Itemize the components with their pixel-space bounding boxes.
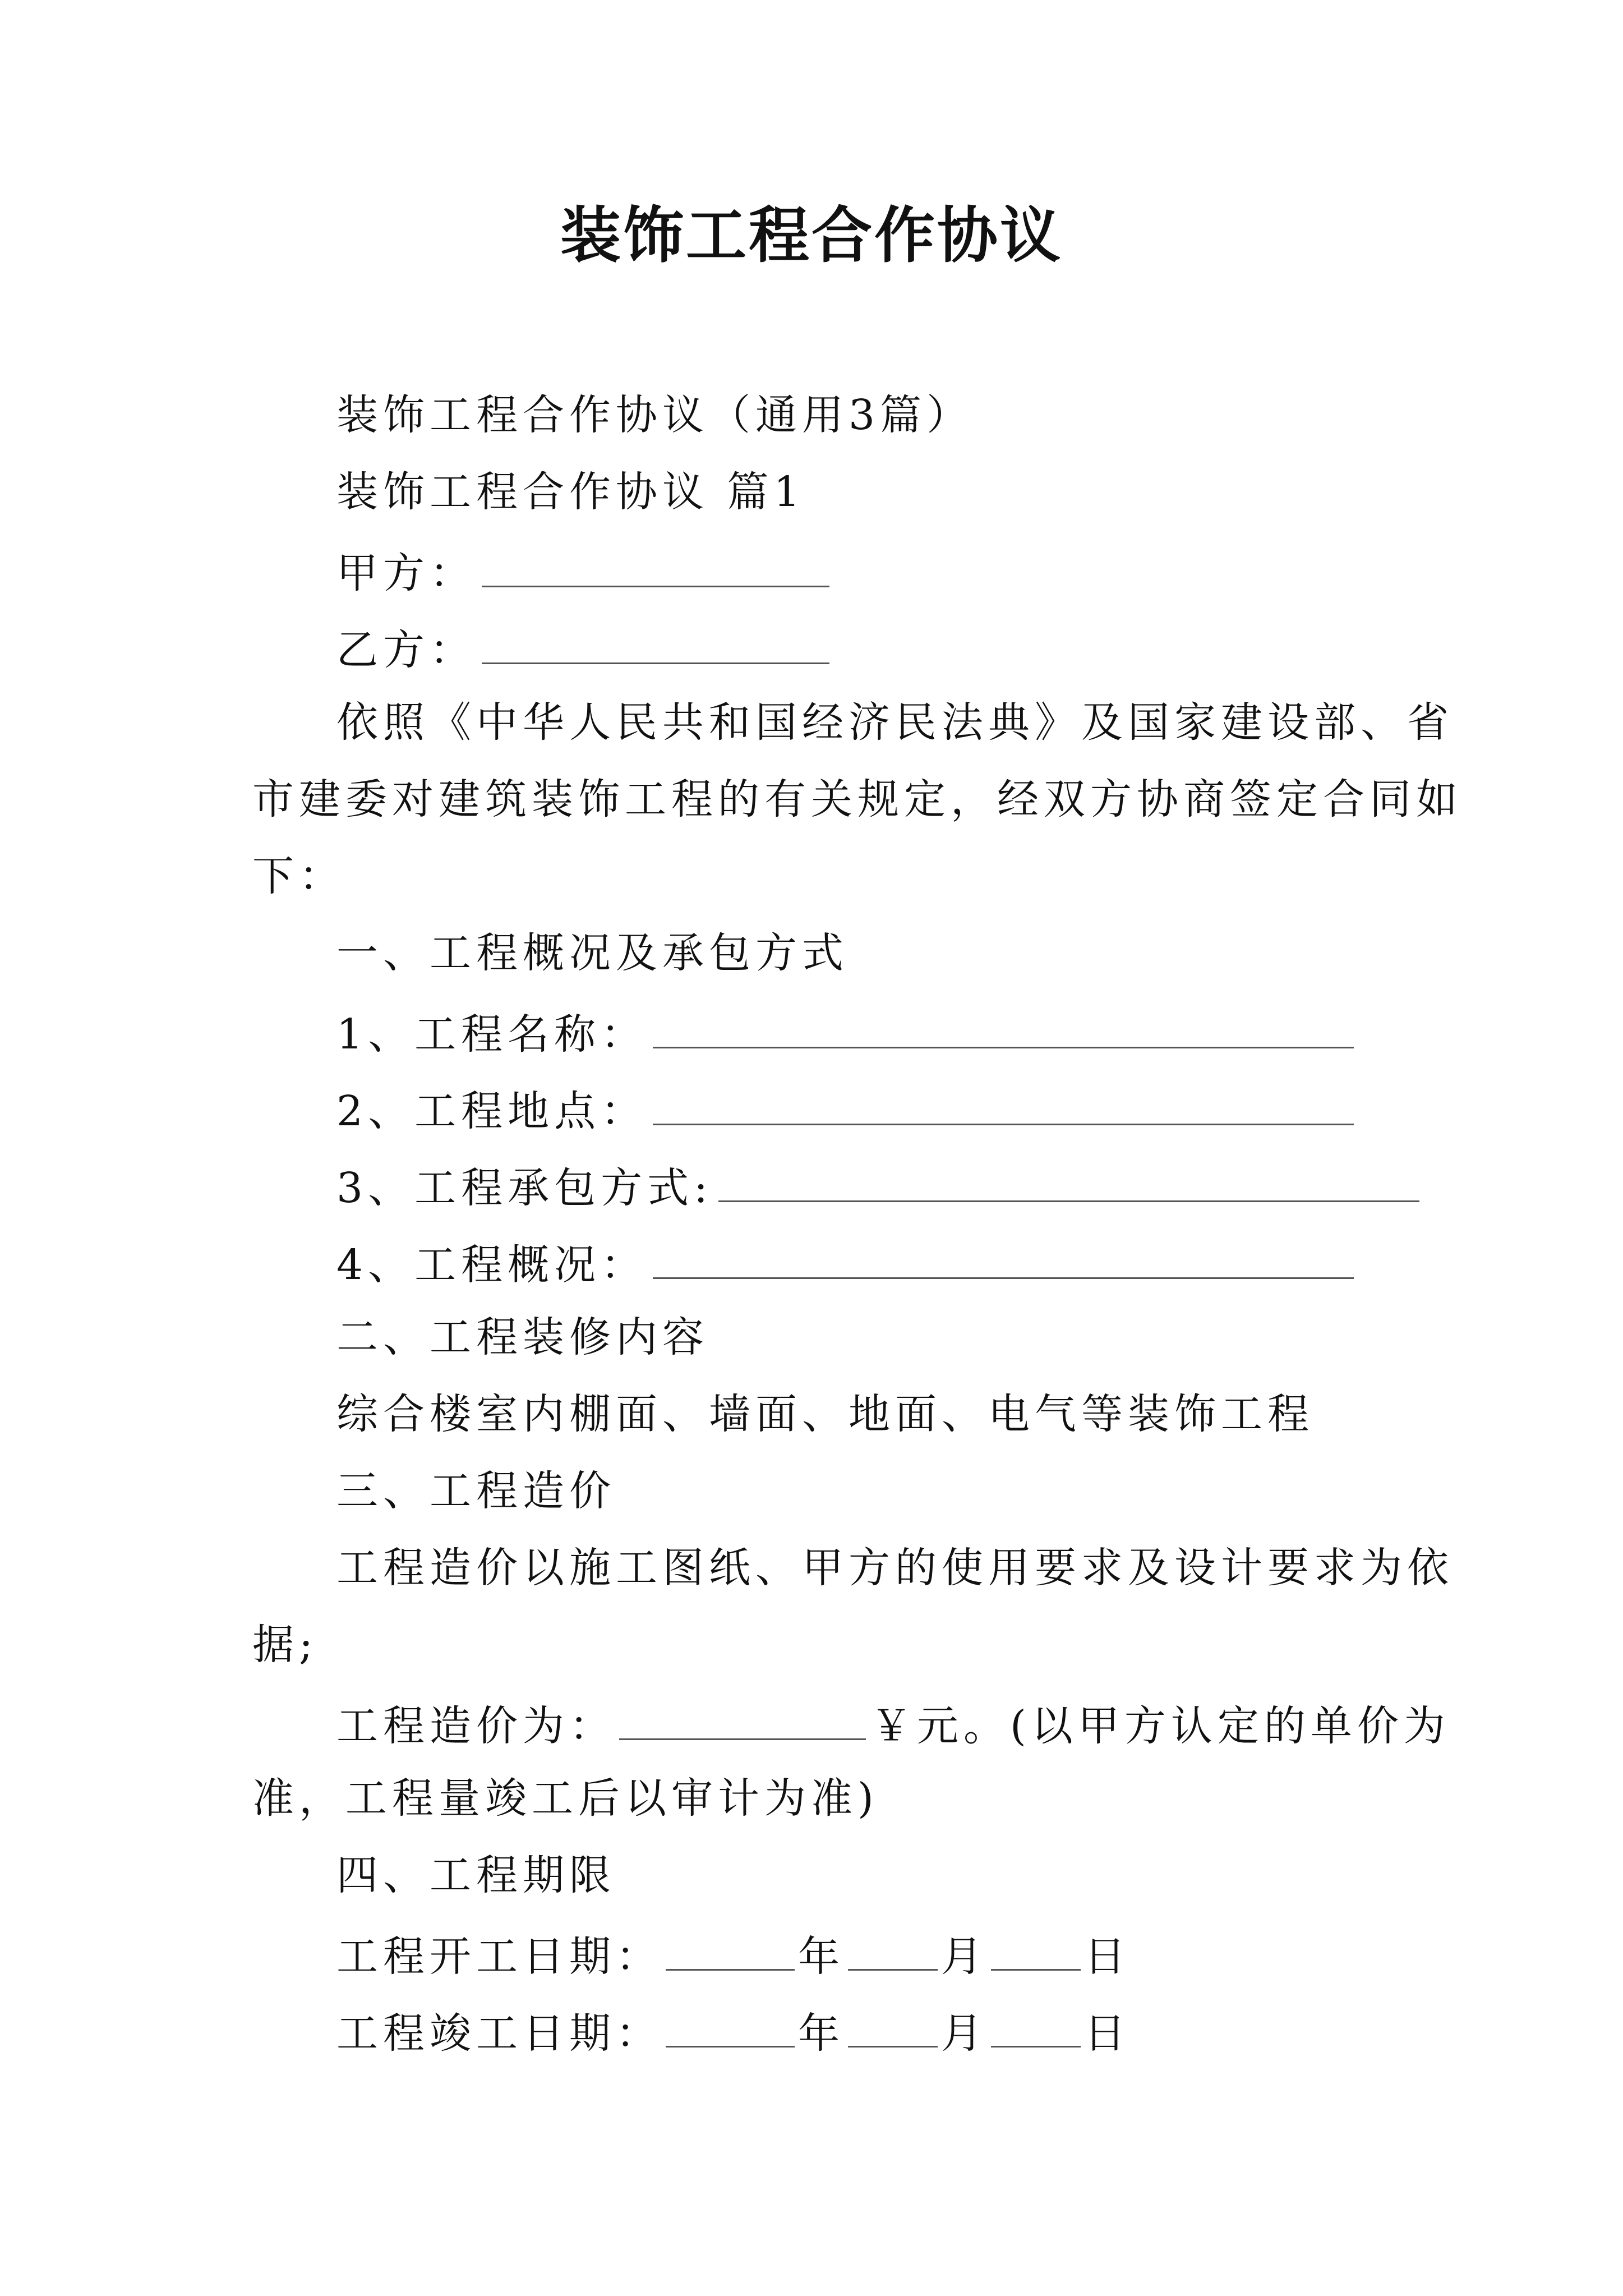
party-a-label: 甲方： (336, 549, 476, 597)
end-date-label: 工程竣工日期： (336, 2009, 662, 2058)
project-location-blank (653, 1079, 1354, 1125)
project-overview-line (336, 1232, 1354, 1293)
contract-mode-line (336, 1156, 1419, 1216)
end-year-blank (666, 2001, 795, 2047)
cost-basis-line-1: 工程造价以施工图纸、甲方的使用要求及设计要求为依 (336, 1544, 1454, 1592)
project-name-label: 1、工程名称： (336, 1010, 648, 1059)
section-3-heading: 三、工程造价 (336, 1467, 616, 1515)
start-day-blank (991, 1924, 1081, 1971)
start-month-blank (848, 1924, 938, 1971)
start-date-line (336, 1924, 1131, 1985)
end-month-unit: 月 (941, 2009, 988, 2058)
cost-basis-line-2: 据; (252, 1621, 318, 1669)
section-4-heading: 四、工程期限 (336, 1851, 616, 1899)
price-line (336, 1694, 1450, 1754)
end-date-line (336, 2001, 1131, 2062)
project-location-line (336, 1079, 1354, 1139)
start-month-unit: 月 (941, 1932, 988, 1981)
price-suffix: ￥元。(以甲方认定的单价为 (870, 1702, 1450, 1750)
party-b-blank (482, 618, 829, 664)
start-year-unit: 年 (798, 1932, 845, 1981)
project-name-blank (653, 1002, 1354, 1048)
project-location-label: 2、工程地点： (336, 1087, 648, 1135)
intro-line-1: 依照《中华人民共和国经济民法典》及国家建设部、省 (336, 698, 1454, 747)
section-1-heading: 一、工程概况及承包方式 (336, 929, 849, 977)
price-line-2: 准，工程量竣工后以审计为准) (252, 1774, 879, 1823)
document-subtitle: 装饰工程合作协议（通用3篇） (336, 391, 974, 439)
decoration-content: 综合楼室内棚面、墙面、地面、电气等装饰工程 (336, 1390, 1314, 1438)
price-label: 工程造价为： (336, 1702, 616, 1750)
party-b-line (336, 618, 829, 678)
contract-mode-label: 3、工程承包方式: (336, 1164, 713, 1212)
start-year-blank (666, 1924, 795, 1971)
end-day-unit: 日 (1084, 2009, 1131, 2058)
end-year-unit: 年 (798, 2009, 845, 2058)
start-day-unit: 日 (1084, 1932, 1131, 1981)
party-a-blank (482, 541, 829, 587)
price-blank (619, 1694, 866, 1740)
document-title: 装饰工程合作协议 (560, 200, 1063, 271)
intro-line-2: 市建委对建筑装饰工程的有关规定，经双方协商签定合同如 (252, 775, 1463, 823)
party-a-line (336, 541, 829, 601)
section-heading: 装饰工程合作协议 篇1 (336, 468, 805, 516)
project-name-line (336, 1002, 1354, 1062)
end-day-blank (991, 2001, 1081, 2047)
end-month-blank (848, 2001, 938, 2047)
project-overview-label: 4、工程概况： (336, 1241, 648, 1289)
start-date-label: 工程开工日期： (336, 1932, 662, 1981)
project-overview-blank (653, 1232, 1354, 1279)
party-b-label: 乙方： (336, 626, 476, 674)
contract-mode-blank (718, 1156, 1419, 1202)
section-2-heading: 二、工程装修内容 (336, 1313, 709, 1361)
intro-line-3: 下： (252, 852, 345, 900)
